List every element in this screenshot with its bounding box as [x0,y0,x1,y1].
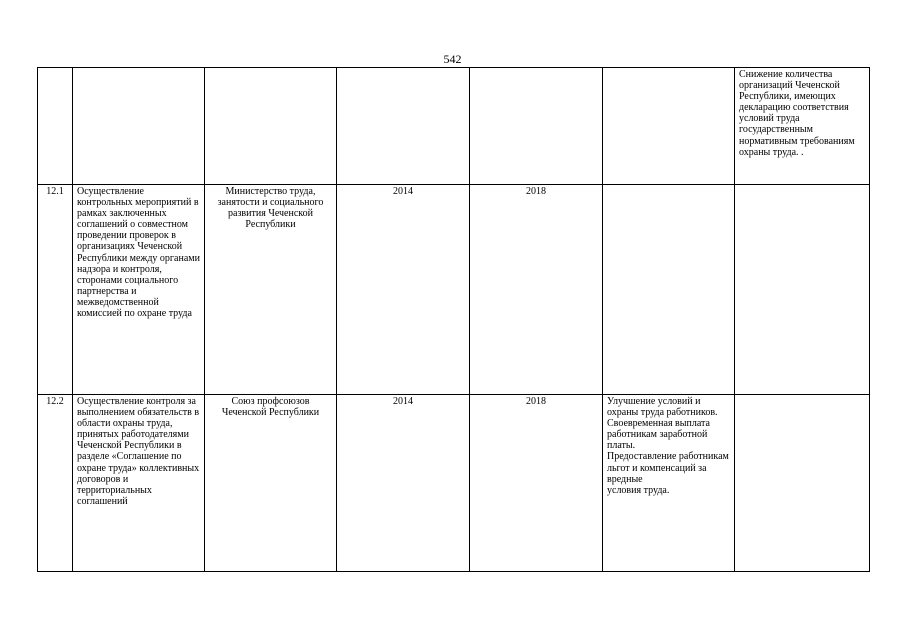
cell-end-year: 2018 [470,395,603,572]
cell-indicator [735,185,870,395]
cell-executor: Союз профсоюзов Чеченской Республики [205,395,337,572]
cell-start-year: 2014 [337,395,470,572]
cell-activity [73,68,205,185]
cell-executor: Министерство труда, занятости и социального развития Чеченской Республики [205,185,337,395]
cell-start-year [337,68,470,185]
cell-end-year [470,68,603,185]
cell-executor [205,68,337,185]
cell-activity: Осуществление контрольных мероприятий в рамках заключенных соглашений о совместном проведении проверок в организациях Чеченской Республики между органами надзора и контроля, сторонами социального партнерства и межведомственной комиссией по охране труда [73,185,205,395]
page-number: 542 [443,52,462,66]
cell-result: Улучшение условий и охраны труда работников. Своевременная выплата работникам заработной платы. Предоставление работникам льгот и компенсаций за вредные условия труда. [603,395,735,572]
cell-indicator [735,395,870,572]
table-row [38,68,870,185]
cell-end-year: 2018 [470,185,603,395]
table-row [38,395,870,572]
cell-result [603,68,735,185]
measures-table [37,67,870,572]
cell-start-year: 2014 [337,185,470,395]
cell-activity: Осуществление контроля за выполнением обязательств в области охраны труда, принятых работодателями Чеченской Республики в разделе «Соглашение по охране труда» коллективных договоров и территориальных соглашений [73,395,205,572]
cell-num: 12.2 [38,395,73,572]
cell-num [38,68,73,185]
table-row [38,185,870,395]
cell-num: 12.1 [38,185,73,395]
cell-result [603,185,735,395]
cell-indicator: Снижение количества организаций Чеченской Республики, имеющих декларацию соответствия условий труда государственным нормативным требованиям охраны труда. . [735,68,870,185]
